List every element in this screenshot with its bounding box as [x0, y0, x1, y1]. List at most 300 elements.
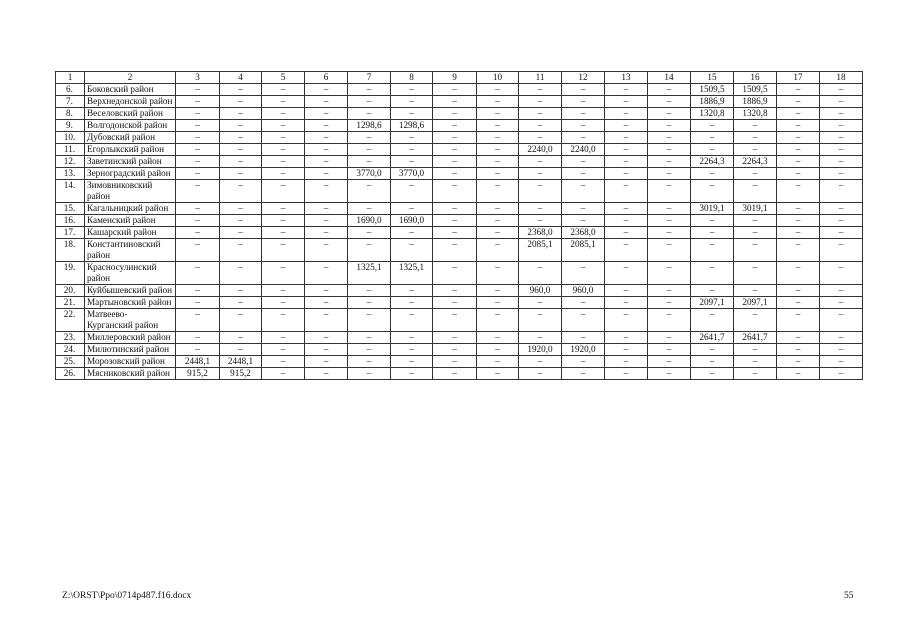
value-cell: –: [262, 84, 305, 96]
table-row: [56, 144, 863, 156]
table-row: [56, 227, 863, 239]
value-cell: –: [262, 297, 305, 309]
value-cell: –: [176, 203, 220, 215]
value-cell: –: [176, 332, 220, 344]
table-row: [56, 309, 863, 332]
value-cell: –: [433, 239, 477, 262]
value-cell: 1298,6: [391, 120, 433, 132]
value-cell: –: [220, 108, 262, 120]
value-cell: –: [777, 168, 820, 180]
value-cell: –: [519, 203, 562, 215]
value-cell: 1320,8: [691, 108, 734, 120]
value-cell: –: [220, 227, 262, 239]
value-cell: –: [477, 180, 519, 203]
value-cell: –: [648, 96, 691, 108]
value-cell: –: [348, 84, 391, 96]
district-name-cell: Мясниковский район: [85, 368, 176, 380]
value-cell: –: [820, 262, 863, 285]
value-cell: –: [391, 180, 433, 203]
value-cell: –: [562, 120, 605, 132]
value-cell: –: [777, 144, 820, 156]
table-row: [56, 132, 863, 144]
value-cell: –: [820, 120, 863, 132]
value-cell: –: [777, 344, 820, 356]
value-cell: –: [734, 285, 777, 297]
table-row: [56, 180, 863, 203]
value-cell: –: [519, 168, 562, 180]
value-cell: –: [605, 168, 648, 180]
value-cell: –: [648, 132, 691, 144]
row-number-cell: 13.: [56, 168, 85, 180]
value-cell: –: [305, 239, 348, 262]
value-cell: –: [820, 144, 863, 156]
value-cell: –: [820, 368, 863, 380]
value-cell: –: [605, 297, 648, 309]
value-cell: 1690,0: [391, 215, 433, 227]
table-row: [56, 285, 863, 297]
value-cell: –: [305, 203, 348, 215]
district-name-cell: Волгодонской район: [85, 120, 176, 132]
value-cell: –: [305, 168, 348, 180]
value-cell: –: [477, 297, 519, 309]
value-cell: –: [305, 180, 348, 203]
value-cell: 2085,1: [562, 239, 605, 262]
value-cell: –: [176, 344, 220, 356]
value-cell: –: [220, 203, 262, 215]
value-cell: –: [691, 239, 734, 262]
value-cell: –: [348, 144, 391, 156]
value-cell: –: [262, 285, 305, 297]
value-cell: –: [777, 309, 820, 332]
value-cell: –: [176, 156, 220, 168]
value-cell: –: [477, 96, 519, 108]
value-cell: –: [605, 120, 648, 132]
row-number-cell: 18.: [56, 239, 85, 262]
value-cell: 1320,8: [734, 108, 777, 120]
value-cell: –: [391, 285, 433, 297]
data-table: [55, 71, 863, 380]
value-cell: –: [477, 168, 519, 180]
value-cell: –: [691, 132, 734, 144]
column-header-4: 4: [220, 72, 262, 84]
value-cell: –: [262, 120, 305, 132]
table-row: [56, 356, 863, 368]
value-cell: –: [176, 144, 220, 156]
value-cell: 1920,0: [562, 344, 605, 356]
value-cell: –: [820, 203, 863, 215]
value-cell: –: [220, 297, 262, 309]
row-number-cell: 7.: [56, 96, 85, 108]
column-header-13: 13: [605, 72, 648, 84]
district-name-cell: Верхнедонской район: [85, 96, 176, 108]
value-cell: –: [519, 180, 562, 203]
row-number-cell: 20.: [56, 285, 85, 297]
value-cell: –: [262, 180, 305, 203]
column-header-5: 5: [262, 72, 305, 84]
value-cell: –: [262, 156, 305, 168]
value-cell: –: [433, 262, 477, 285]
table-row: [56, 332, 863, 344]
value-cell: –: [605, 144, 648, 156]
value-cell: –: [176, 180, 220, 203]
value-cell: –: [734, 132, 777, 144]
value-cell: –: [220, 180, 262, 203]
value-cell: –: [176, 96, 220, 108]
value-cell: 2368,0: [562, 227, 605, 239]
row-number-cell: 14.: [56, 180, 85, 203]
value-cell: –: [305, 96, 348, 108]
value-cell: 2097,1: [691, 297, 734, 309]
value-cell: –: [477, 108, 519, 120]
value-cell: –: [477, 262, 519, 285]
value-cell: –: [262, 262, 305, 285]
district-name-cell: Морозовский район: [85, 356, 176, 368]
value-cell: –: [605, 239, 648, 262]
value-cell: –: [562, 368, 605, 380]
column-header-12: 12: [562, 72, 605, 84]
value-cell: 1325,1: [348, 262, 391, 285]
value-cell: –: [562, 332, 605, 344]
value-cell: –: [519, 108, 562, 120]
value-cell: 2448,1: [220, 356, 262, 368]
value-cell: –: [734, 120, 777, 132]
value-cell: –: [562, 309, 605, 332]
value-cell: –: [820, 356, 863, 368]
table-row: [56, 262, 863, 285]
value-cell: –: [433, 132, 477, 144]
value-cell: –: [648, 84, 691, 96]
table-row: [56, 203, 863, 215]
table-row: [56, 108, 863, 120]
value-cell: –: [305, 332, 348, 344]
value-cell: –: [391, 132, 433, 144]
value-cell: –: [262, 132, 305, 144]
value-cell: –: [391, 332, 433, 344]
value-cell: 2240,0: [562, 144, 605, 156]
district-name-cell: Куйбышевский район: [85, 285, 176, 297]
table-row: [56, 368, 863, 380]
value-cell: 2240,0: [519, 144, 562, 156]
value-cell: –: [691, 144, 734, 156]
value-cell: –: [562, 203, 605, 215]
value-cell: –: [691, 227, 734, 239]
value-cell: –: [734, 344, 777, 356]
value-cell: –: [305, 297, 348, 309]
value-cell: –: [305, 356, 348, 368]
row-number-cell: 22.: [56, 309, 85, 332]
value-cell: –: [820, 132, 863, 144]
value-cell: –: [648, 227, 691, 239]
column-header-10: 10: [477, 72, 519, 84]
value-cell: –: [648, 356, 691, 368]
value-cell: –: [477, 132, 519, 144]
value-cell: –: [391, 96, 433, 108]
row-number-cell: 16.: [56, 215, 85, 227]
value-cell: –: [734, 215, 777, 227]
value-cell: –: [562, 132, 605, 144]
district-name-cell: Константиновский район: [85, 239, 176, 262]
value-cell: –: [820, 309, 863, 332]
value-cell: –: [433, 215, 477, 227]
value-cell: –: [691, 120, 734, 132]
value-cell: –: [433, 180, 477, 203]
value-cell: –: [348, 285, 391, 297]
column-header-3: 3: [176, 72, 220, 84]
district-name-cell: Заветинский район: [85, 156, 176, 168]
value-cell: –: [820, 96, 863, 108]
value-cell: –: [820, 156, 863, 168]
value-cell: 2264,3: [691, 156, 734, 168]
row-number-cell: 26.: [56, 368, 85, 380]
value-cell: –: [348, 309, 391, 332]
value-cell: –: [477, 203, 519, 215]
value-cell: –: [562, 168, 605, 180]
value-cell: –: [433, 144, 477, 156]
value-cell: –: [820, 84, 863, 96]
value-cell: –: [605, 227, 648, 239]
value-cell: –: [348, 227, 391, 239]
value-cell: –: [305, 144, 348, 156]
value-cell: –: [391, 84, 433, 96]
value-cell: –: [477, 227, 519, 239]
value-cell: –: [433, 356, 477, 368]
value-cell: –: [176, 309, 220, 332]
value-cell: –: [605, 132, 648, 144]
value-cell: –: [648, 203, 691, 215]
value-cell: –: [734, 368, 777, 380]
value-cell: –: [305, 156, 348, 168]
value-cell: –: [176, 262, 220, 285]
value-cell: –: [734, 144, 777, 156]
column-header-16: 16: [734, 72, 777, 84]
column-header-9: 9: [433, 72, 477, 84]
value-cell: –: [262, 168, 305, 180]
table-row: [56, 239, 863, 262]
value-cell: –: [477, 120, 519, 132]
value-cell: –: [777, 108, 820, 120]
value-cell: 3019,1: [734, 203, 777, 215]
value-cell: –: [691, 215, 734, 227]
value-cell: –: [348, 96, 391, 108]
value-cell: –: [220, 215, 262, 227]
value-cell: –: [220, 120, 262, 132]
value-cell: –: [820, 215, 863, 227]
value-cell: –: [262, 356, 305, 368]
value-cell: –: [220, 344, 262, 356]
column-header-7: 7: [348, 72, 391, 84]
value-cell: –: [820, 180, 863, 203]
value-cell: –: [648, 144, 691, 156]
value-cell: –: [605, 262, 648, 285]
value-cell: 1920,0: [519, 344, 562, 356]
value-cell: –: [305, 285, 348, 297]
value-cell: –: [262, 108, 305, 120]
value-cell: –: [820, 332, 863, 344]
value-cell: –: [305, 132, 348, 144]
table-row: [56, 84, 863, 96]
value-cell: –: [519, 132, 562, 144]
value-cell: –: [391, 108, 433, 120]
value-cell: 2448,1: [176, 356, 220, 368]
value-cell: –: [391, 368, 433, 380]
value-cell: –: [220, 96, 262, 108]
row-number-cell: 24.: [56, 344, 85, 356]
district-name-cell: Егорлыкский район: [85, 144, 176, 156]
value-cell: –: [262, 227, 305, 239]
value-cell: –: [691, 168, 734, 180]
value-cell: –: [433, 344, 477, 356]
value-cell: 2264,3: [734, 156, 777, 168]
row-number-cell: 8.: [56, 108, 85, 120]
value-cell: –: [220, 332, 262, 344]
value-cell: –: [605, 180, 648, 203]
value-cell: –: [648, 285, 691, 297]
value-cell: –: [477, 156, 519, 168]
value-cell: 1509,5: [691, 84, 734, 96]
value-cell: –: [648, 239, 691, 262]
row-number-cell: 12.: [56, 156, 85, 168]
value-cell: –: [777, 297, 820, 309]
value-cell: –: [691, 368, 734, 380]
value-cell: –: [433, 84, 477, 96]
value-cell: –: [691, 356, 734, 368]
district-name-cell: Кагальницкий район: [85, 203, 176, 215]
value-cell: –: [305, 120, 348, 132]
row-number-cell: 19.: [56, 262, 85, 285]
value-cell: –: [391, 297, 433, 309]
value-cell: 2641,7: [691, 332, 734, 344]
value-cell: –: [562, 84, 605, 96]
value-cell: –: [648, 180, 691, 203]
value-cell: –: [348, 108, 391, 120]
value-cell: –: [519, 262, 562, 285]
value-cell: –: [519, 356, 562, 368]
value-cell: –: [691, 344, 734, 356]
district-name-cell: Зерноградский район: [85, 168, 176, 180]
value-cell: –: [777, 180, 820, 203]
row-number-cell: 9.: [56, 120, 85, 132]
value-cell: –: [176, 285, 220, 297]
value-cell: –: [777, 120, 820, 132]
value-cell: –: [477, 309, 519, 332]
value-cell: –: [605, 344, 648, 356]
district-name-cell: Веселовский район: [85, 108, 176, 120]
value-cell: –: [562, 156, 605, 168]
district-name-cell: Дубовский район: [85, 132, 176, 144]
value-cell: –: [220, 156, 262, 168]
value-cell: –: [262, 344, 305, 356]
district-name-cell: Каменский район: [85, 215, 176, 227]
value-cell: –: [562, 180, 605, 203]
value-cell: –: [605, 285, 648, 297]
value-cell: –: [391, 144, 433, 156]
district-name-cell: Миллеровский район: [85, 332, 176, 344]
value-cell: 1886,9: [691, 96, 734, 108]
district-name-cell: Красносулинский район: [85, 262, 176, 285]
value-cell: –: [391, 156, 433, 168]
column-header-17: 17: [777, 72, 820, 84]
value-cell: –: [605, 332, 648, 344]
value-cell: –: [605, 96, 648, 108]
value-cell: –: [605, 108, 648, 120]
value-cell: –: [220, 84, 262, 96]
value-cell: –: [262, 144, 305, 156]
column-header-15: 15: [691, 72, 734, 84]
value-cell: –: [777, 132, 820, 144]
value-cell: –: [605, 368, 648, 380]
column-header-2: 2: [85, 72, 176, 84]
value-cell: –: [305, 368, 348, 380]
value-cell: 1509,5: [734, 84, 777, 96]
value-cell: –: [262, 203, 305, 215]
value-cell: 1298,6: [348, 120, 391, 132]
value-cell: –: [348, 180, 391, 203]
value-cell: –: [391, 239, 433, 262]
value-cell: –: [734, 356, 777, 368]
value-cell: –: [777, 227, 820, 239]
value-cell: –: [734, 227, 777, 239]
value-cell: –: [477, 344, 519, 356]
value-cell: –: [220, 144, 262, 156]
value-cell: 1886,9: [734, 96, 777, 108]
value-cell: –: [477, 285, 519, 297]
value-cell: –: [477, 144, 519, 156]
row-number-cell: 17.: [56, 227, 85, 239]
value-cell: –: [262, 368, 305, 380]
value-cell: –: [220, 262, 262, 285]
column-header-11: 11: [519, 72, 562, 84]
column-header-6: 6: [305, 72, 348, 84]
value-cell: 960,0: [562, 285, 605, 297]
value-cell: –: [433, 368, 477, 380]
district-name-cell: Мартыновский район: [85, 297, 176, 309]
table-row: [56, 215, 863, 227]
value-cell: –: [820, 168, 863, 180]
value-cell: –: [477, 215, 519, 227]
value-cell: –: [605, 84, 648, 96]
value-cell: –: [176, 297, 220, 309]
row-number-cell: 11.: [56, 144, 85, 156]
value-cell: –: [820, 344, 863, 356]
value-cell: –: [519, 156, 562, 168]
value-cell: –: [648, 156, 691, 168]
value-cell: –: [176, 215, 220, 227]
value-cell: 2085,1: [519, 239, 562, 262]
value-cell: 2641,7: [734, 332, 777, 344]
value-cell: –: [220, 239, 262, 262]
value-cell: –: [305, 309, 348, 332]
value-cell: –: [391, 356, 433, 368]
value-cell: –: [648, 309, 691, 332]
value-cell: –: [220, 168, 262, 180]
value-cell: 960,0: [519, 285, 562, 297]
value-cell: –: [220, 132, 262, 144]
value-cell: –: [777, 332, 820, 344]
value-cell: –: [605, 156, 648, 168]
value-cell: –: [262, 215, 305, 227]
value-cell: –: [433, 332, 477, 344]
value-cell: –: [820, 227, 863, 239]
value-cell: –: [348, 156, 391, 168]
value-cell: –: [519, 368, 562, 380]
value-cell: 3770,0: [348, 168, 391, 180]
value-cell: –: [262, 309, 305, 332]
value-cell: –: [519, 332, 562, 344]
value-cell: –: [777, 84, 820, 96]
value-cell: –: [820, 285, 863, 297]
value-cell: –: [433, 120, 477, 132]
value-cell: –: [519, 309, 562, 332]
